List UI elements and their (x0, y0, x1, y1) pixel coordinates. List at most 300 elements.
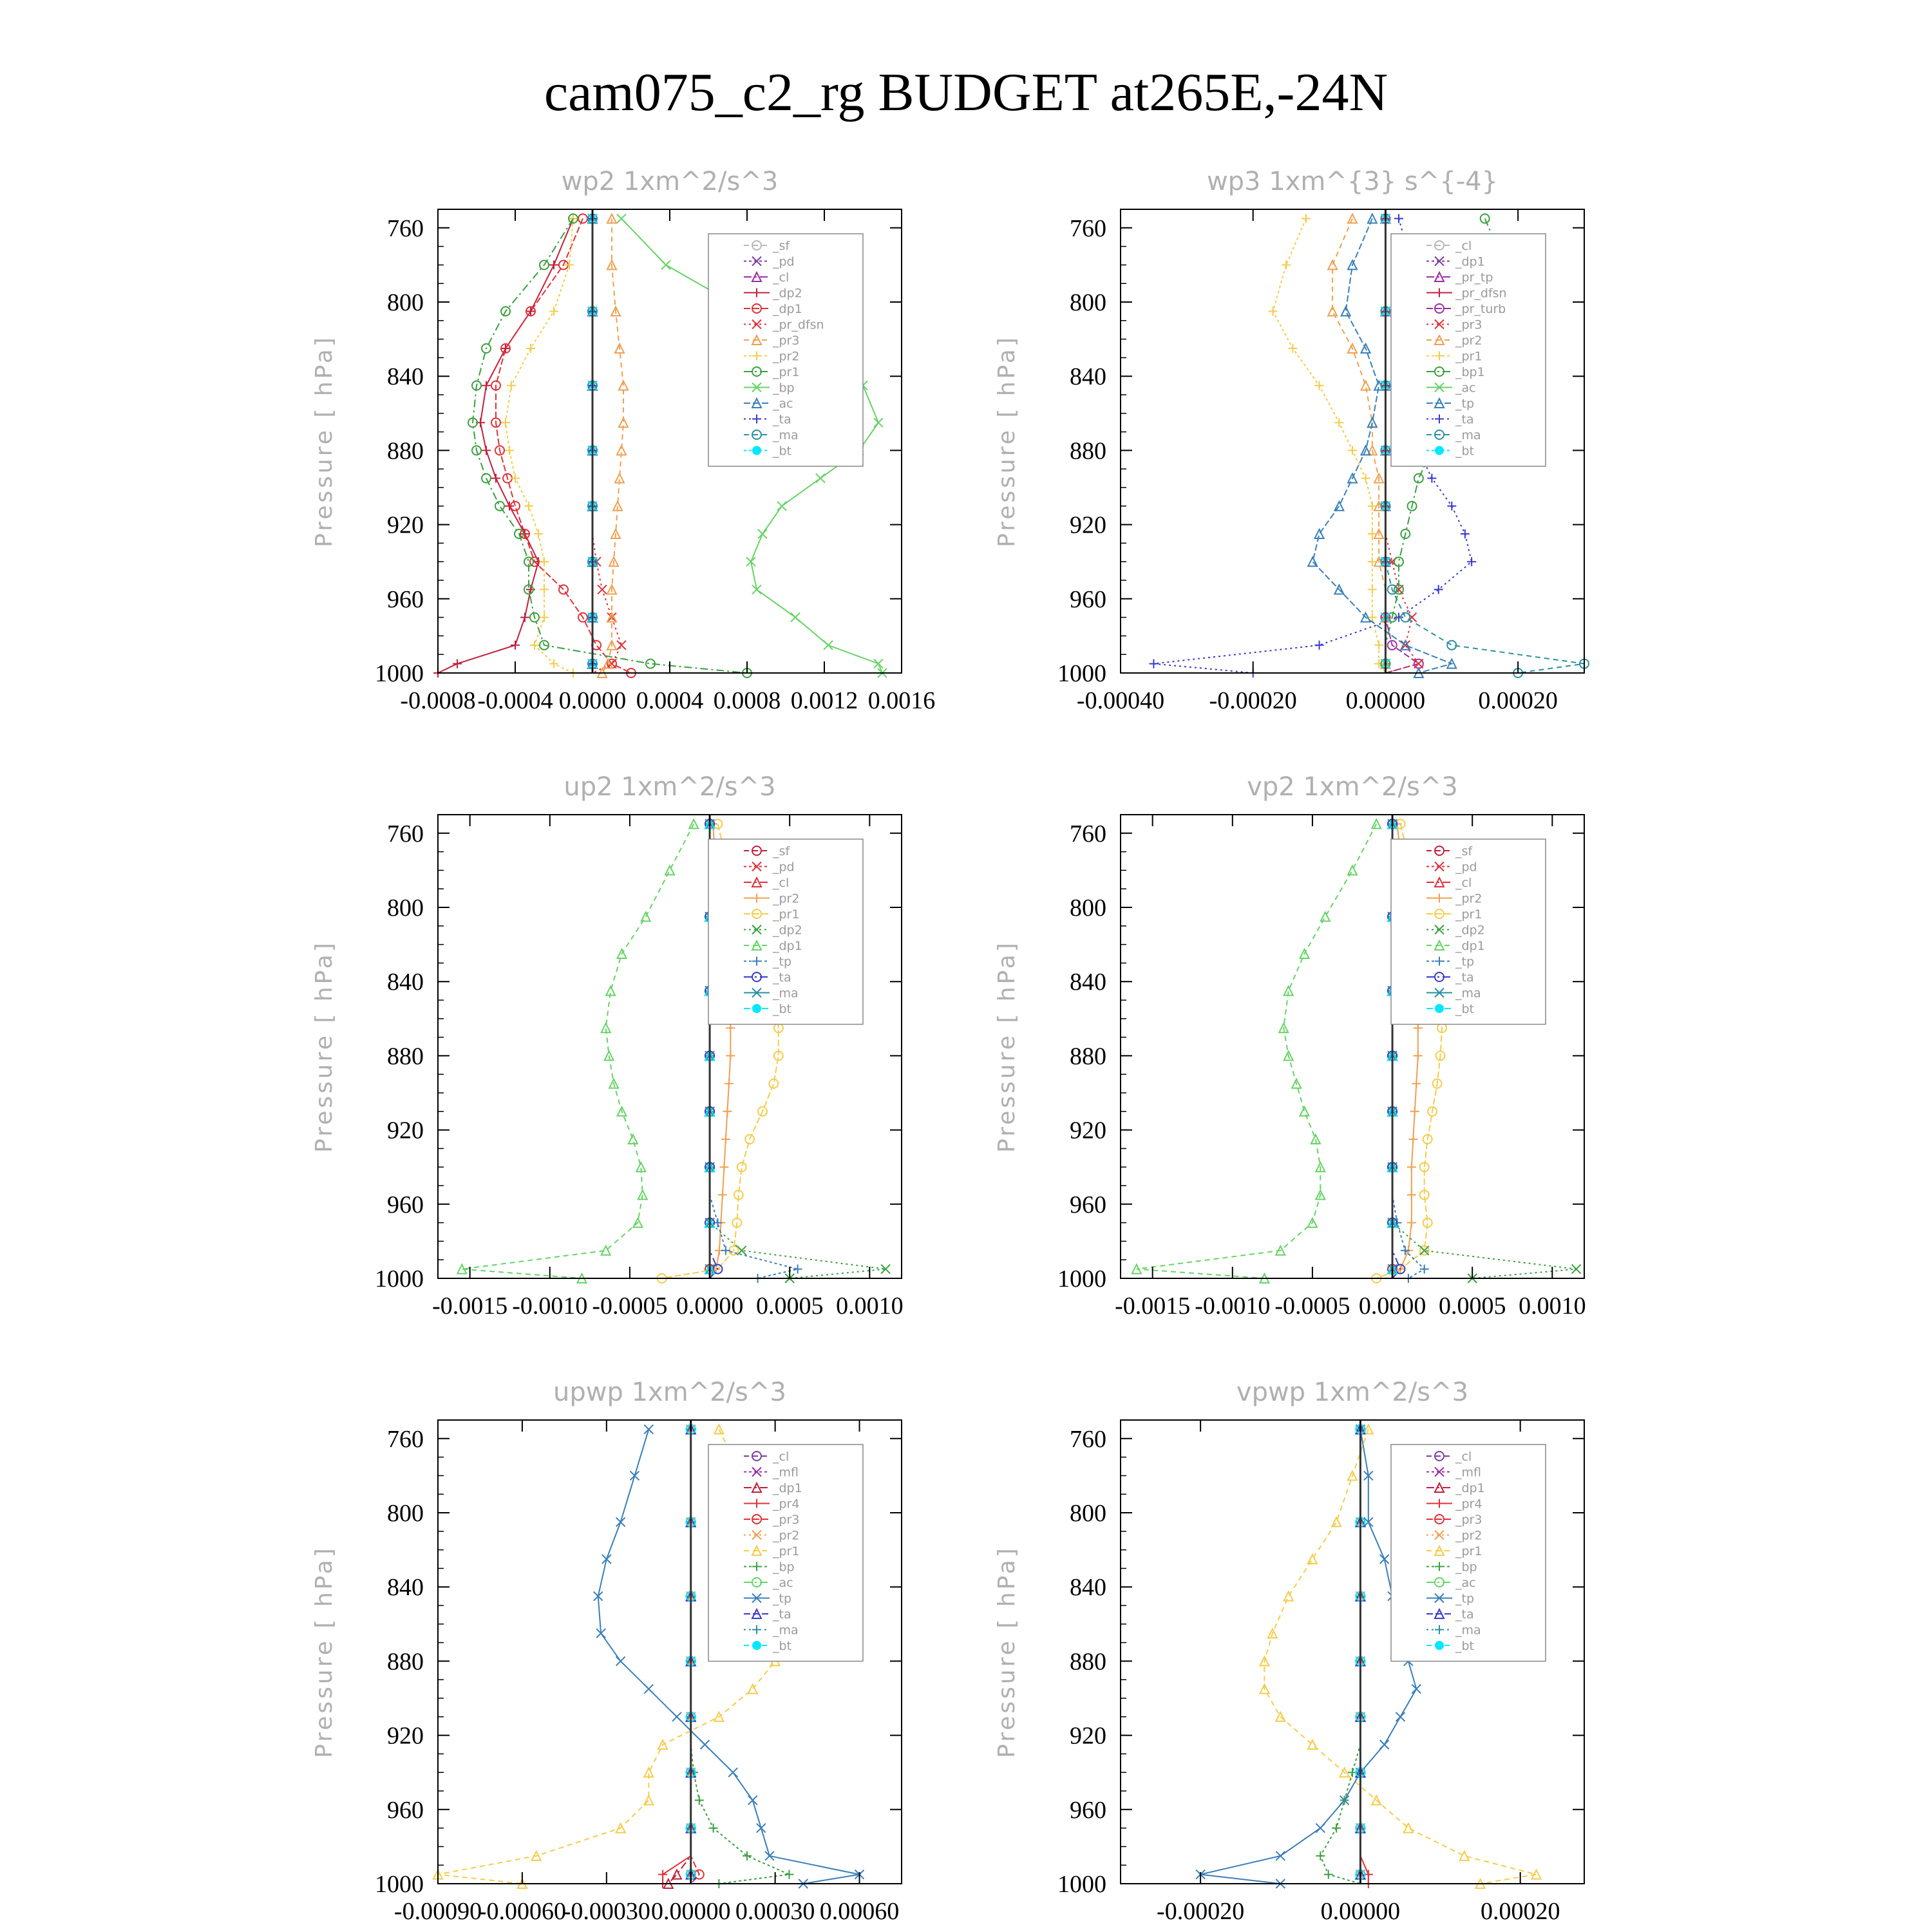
legend-label: _bp1 (1455, 365, 1485, 379)
point-marker (1414, 1051, 1423, 1060)
y-tick-label: 800 (1070, 289, 1106, 316)
point-marker (1316, 1852, 1325, 1861)
point-marker (501, 418, 510, 427)
chart-panel-1 (311, 167, 935, 714)
point-marker (726, 1051, 735, 1060)
legend-label: _pr1 (1455, 907, 1482, 922)
point-marker (784, 1870, 793, 1879)
y-tick-label: 840 (387, 1574, 424, 1602)
point-marker (644, 1795, 653, 1804)
panel-title: wp2 1xm^2/s^3 (561, 167, 779, 196)
point-marker (1341, 307, 1350, 316)
point-marker (630, 1471, 639, 1480)
x-tick-label: 0.0004 (636, 687, 704, 714)
chart-panel-2 (994, 167, 1589, 714)
x-tick-label: -0.00040 (1076, 687, 1165, 714)
point-marker (748, 1795, 757, 1804)
point-marker (714, 1425, 723, 1434)
point-marker (719, 1162, 728, 1171)
legend (708, 234, 863, 466)
legend-label: _pr3 (1455, 1513, 1482, 1527)
y-tick-label: 800 (387, 289, 424, 316)
y-tick-label: 880 (387, 1648, 424, 1676)
y-tick-label: 880 (1070, 1648, 1106, 1676)
x-tick-label: -0.00090 (393, 1898, 482, 1925)
legend-label: _dp1 (773, 302, 802, 316)
y-tick-label: 960 (387, 1191, 424, 1218)
chart-panel-4 (994, 772, 1586, 1320)
legend-label: _pr2 (773, 891, 800, 906)
legend-label: _pr2 (1455, 891, 1482, 906)
point-marker (1414, 1023, 1423, 1032)
y-tick-label: 880 (387, 1043, 424, 1070)
legend-label: _dp1 (773, 939, 802, 953)
legend-label: _pd (773, 254, 795, 269)
legend-label: _pr3 (1455, 317, 1482, 332)
point-marker (1300, 1107, 1309, 1116)
point-marker (1407, 1162, 1416, 1171)
point-marker (1407, 1190, 1416, 1199)
y-tick-label: 840 (1070, 969, 1106, 996)
legend-label: _pr3 (773, 334, 800, 348)
x-tick-label: -0.0008 (400, 687, 476, 714)
point-marker (511, 474, 520, 483)
panel-title: wp3 1xm^{3} s^{-4} (1206, 167, 1499, 196)
point-marker (1414, 659, 1423, 668)
legend (708, 839, 863, 1025)
y-tick-label: 760 (1070, 214, 1106, 242)
y-tick-label: 1000 (1057, 660, 1106, 687)
point-marker (644, 1425, 653, 1434)
x-tick-label: 0.0010 (836, 1293, 904, 1320)
x-tick-label: 0.0000 (558, 687, 627, 714)
y-axis-label: Pressure [ hPa] (311, 940, 337, 1153)
point-marker (1396, 1712, 1405, 1721)
legend-label: _ta (773, 412, 791, 427)
legend-marker (752, 1004, 761, 1013)
legend-label: _tp (1455, 954, 1475, 969)
y-tick-label: 920 (1070, 511, 1106, 539)
point-marker (1348, 446, 1357, 455)
point-marker (1408, 1135, 1417, 1144)
y-axis-label: Pressure [ hPa] (311, 1546, 337, 1758)
panel-title: up2 1xm^2/s^3 (564, 772, 776, 802)
series-line (506, 218, 573, 673)
point-marker (665, 866, 674, 875)
legend-label: _ac (1455, 1576, 1476, 1590)
point-marker (728, 1768, 737, 1777)
point-marker (874, 659, 883, 668)
legend-label: _pr2 (1455, 334, 1482, 348)
series-bp (1316, 1425, 1365, 1884)
legend-label: _cl (1455, 876, 1472, 890)
legend-label: _pr3 (773, 1513, 800, 1527)
chart-panel-5 (311, 1378, 902, 1925)
point-marker (1321, 912, 1330, 921)
y-tick-label: 800 (387, 895, 424, 922)
y-tick-label: 1000 (1057, 1265, 1106, 1293)
x-tick-label: 0.00030 (735, 1898, 815, 1925)
point-marker (743, 1852, 752, 1861)
legend-label: _ta (1455, 1607, 1474, 1622)
legend-label: _bt (1455, 1002, 1475, 1016)
legend-label: _sf (1455, 844, 1473, 858)
point-marker (1407, 1218, 1416, 1227)
point-marker (1374, 641, 1383, 650)
legend-label: _pr_dfsn (773, 317, 824, 332)
point-marker (540, 613, 549, 622)
y-tick-label: 800 (387, 1500, 424, 1527)
point-marker (701, 1740, 710, 1749)
series-line (668, 1429, 691, 1884)
x-tick-label: -0.0010 (512, 1293, 588, 1320)
point-marker (658, 1870, 667, 1879)
legend-label: _pr1 (773, 907, 800, 922)
legend-marker (1435, 1641, 1444, 1650)
y-tick-label: 960 (1070, 1796, 1106, 1824)
legend-label: _bt (1455, 444, 1475, 459)
legend-label: _ac (773, 397, 793, 411)
point-marker (777, 502, 786, 511)
legend-label: _ta (773, 971, 791, 985)
legend-label: _cl (1455, 239, 1472, 253)
legend-label: _cl (773, 270, 790, 285)
legend-label: _tp (1455, 397, 1475, 411)
point-marker (1328, 260, 1337, 269)
point-marker (1315, 529, 1324, 538)
legend-label: _pr1 (1455, 1544, 1482, 1558)
legend-label: _pr1 (773, 1544, 800, 1558)
point-marker (1467, 557, 1476, 566)
legend (1391, 839, 1546, 1025)
legend-label: _mfl (1455, 1465, 1481, 1480)
legend-label: _pr_tp (1455, 270, 1493, 285)
y-tick-label: 800 (1070, 895, 1106, 922)
point-marker (661, 260, 670, 269)
point-marker (1269, 307, 1278, 316)
point-marker (482, 381, 491, 390)
y-tick-label: 760 (1070, 820, 1106, 848)
series-line (496, 218, 631, 673)
point-marker (718, 1190, 727, 1199)
point-marker (1461, 529, 1470, 538)
legend-label: _dp2 (773, 923, 802, 938)
legend-label: _dp2 (773, 286, 802, 301)
legend (1391, 234, 1546, 466)
legend-label: _dp1 (773, 1481, 802, 1495)
series-pr2 (501, 214, 578, 677)
series-pr2 (1328, 214, 1390, 673)
panel-title: upwp 1xm^2/s^3 (553, 1378, 786, 1407)
point-marker (619, 381, 628, 390)
legend-label: _ac (773, 1576, 793, 1590)
y-tick-label: 920 (1070, 1722, 1106, 1750)
legend-marker (752, 1641, 761, 1650)
series-line (1320, 1429, 1360, 1884)
point-marker (602, 1555, 611, 1564)
legend-label: _dp1 (1455, 254, 1485, 269)
y-axis-label: Pressure [ hPa] (994, 1546, 1020, 1758)
point-marker (824, 641, 833, 650)
point-marker (540, 585, 549, 594)
y-axis-label: Pressure [ hPa] (311, 335, 337, 547)
y-tick-label: 760 (387, 820, 424, 848)
series-line (1332, 218, 1385, 673)
series-dp1 (1132, 819, 1381, 1283)
series-pr3 (687, 1425, 704, 1884)
y-axis-label: Pressure [ hPa] (994, 335, 1020, 547)
point-marker (1447, 502, 1456, 511)
point-marker (1282, 260, 1291, 269)
point-marker (505, 446, 514, 455)
point-marker (1316, 1824, 1325, 1833)
y-tick-label: 960 (1070, 1191, 1106, 1218)
x-tick-label: -0.0004 (477, 687, 553, 714)
y-tick-label: 880 (387, 437, 424, 465)
legend-marker (1435, 446, 1444, 455)
point-marker (1302, 214, 1311, 223)
legend-label: _ma (773, 428, 799, 442)
x-tick-label: 0.0012 (790, 687, 858, 714)
y-tick-label: 920 (1070, 1117, 1106, 1144)
point-marker (616, 1517, 625, 1526)
legend-label: _bt (1455, 1639, 1475, 1653)
legend-label: _mfl (773, 1465, 799, 1480)
legend-label: _pr4 (773, 1497, 800, 1511)
point-marker (495, 502, 504, 511)
legend-label: _pr1 (773, 365, 800, 379)
chart-panel-3 (311, 772, 904, 1320)
y-tick-label: 760 (387, 1425, 424, 1453)
y-axis-label: Pressure [ hPa] (994, 940, 1020, 1153)
point-marker (1334, 418, 1343, 427)
point-marker (1315, 641, 1324, 650)
y-tick-label: 920 (387, 1117, 424, 1144)
y-tick-label: 840 (387, 363, 424, 391)
x-tick-label: 0.0010 (1519, 1293, 1586, 1320)
legend-label: _bp (773, 381, 795, 395)
x-tick-label: -0.00020 (1209, 687, 1297, 714)
legend-label: _cl (1455, 1450, 1472, 1464)
legend-marker (752, 446, 761, 455)
point-marker (1315, 381, 1324, 390)
point-marker (1348, 866, 1357, 875)
legend-label: _tp (773, 954, 792, 969)
point-marker (1380, 1555, 1389, 1564)
legend-label: _cl (773, 1450, 790, 1464)
point-marker (1368, 585, 1377, 594)
legend-label: _pr2 (773, 349, 800, 364)
y-tick-label: 880 (1070, 1043, 1106, 1070)
legend (708, 1444, 863, 1662)
legend-label: _ta (1455, 412, 1474, 427)
y-tick-label: 840 (387, 969, 424, 996)
x-tick-label: -0.0005 (592, 1293, 668, 1320)
point-marker (507, 381, 516, 390)
point-marker (793, 1265, 802, 1274)
y-tick-label: 760 (387, 214, 424, 242)
legend-label: _bp (773, 1560, 795, 1575)
x-tick-label: 0.0005 (1438, 1293, 1506, 1320)
series-line (1273, 218, 1386, 673)
figure-title: cam075_c2_rg BUDGET at265E,-24N (544, 62, 1388, 122)
point-marker (1414, 474, 1423, 483)
point-marker (721, 1246, 730, 1255)
point-marker (617, 641, 626, 650)
point-marker (644, 1685, 653, 1694)
y-tick-label: 1000 (375, 660, 424, 687)
legend-label: _ma (1455, 428, 1481, 442)
point-marker (1412, 1079, 1421, 1088)
point-marker (1361, 474, 1370, 483)
legend-label: _bt (773, 1639, 792, 1653)
x-tick-label: 0.00020 (1478, 687, 1558, 714)
point-marker (1427, 474, 1436, 483)
y-tick-label: 1000 (375, 1871, 424, 1898)
x-tick-label: -0.00030 (562, 1898, 650, 1925)
x-tick-label: 0.0016 (867, 687, 936, 714)
x-tick-label: -0.00060 (478, 1898, 566, 1925)
point-marker (672, 1712, 681, 1721)
legend-label: _pr2 (773, 1528, 800, 1543)
point-marker (641, 912, 650, 921)
point-marker (511, 641, 520, 650)
x-tick-label: -0.0015 (432, 1293, 508, 1320)
legend-label: _ma (1455, 986, 1481, 1001)
legend-label: _dp2 (1455, 923, 1485, 938)
point-marker (534, 529, 543, 538)
legend-label: _pr1 (1455, 349, 1482, 364)
y-tick-label: 840 (1070, 363, 1106, 391)
legend-label: _ma (1455, 1623, 1481, 1638)
point-marker (1372, 819, 1381, 828)
panel-title: vpwp 1xm^2/s^3 (1236, 1378, 1469, 1407)
chart-panel-6 (994, 1378, 1584, 1925)
series-line (473, 218, 747, 673)
series-line (1200, 1429, 1416, 1884)
point-marker (540, 557, 549, 566)
legend (1391, 1444, 1546, 1662)
point-marker (1572, 1265, 1581, 1274)
x-tick-label: -0.0010 (1195, 1293, 1271, 1320)
series-line (462, 824, 694, 1278)
legend-label: _pd (1455, 860, 1477, 875)
series-line (1137, 824, 1376, 1278)
y-tick-label: 840 (1070, 1574, 1106, 1602)
x-tick-label: 0.00020 (1480, 1898, 1560, 1925)
point-marker (1380, 1740, 1389, 1749)
point-marker (695, 1795, 704, 1804)
point-marker (1276, 1852, 1285, 1861)
legend-label: _pr2 (1455, 1528, 1482, 1543)
point-marker (757, 1824, 766, 1833)
point-marker (723, 1107, 732, 1116)
y-tick-label: 960 (387, 1796, 424, 1824)
series-tp (1196, 1425, 1421, 1888)
point-marker (724, 1079, 734, 1088)
point-marker (482, 446, 491, 455)
series-pr_dfsn (588, 214, 626, 673)
y-tick-label: 1000 (1057, 1871, 1106, 1898)
point-marker (1447, 641, 1456, 650)
point-marker (617, 214, 626, 223)
x-tick-label: 0.00000 (1345, 687, 1426, 714)
x-tick-label: -0.00020 (1157, 1898, 1245, 1925)
point-marker (1332, 1824, 1341, 1833)
point-marker (453, 659, 462, 668)
legend-label: _dp1 (1455, 1481, 1485, 1495)
point-marker (1308, 1555, 1317, 1564)
x-tick-label: 0.0000 (1358, 1293, 1426, 1320)
legend-label: _tp (773, 1591, 792, 1606)
point-marker (598, 585, 607, 594)
point-marker (1332, 1517, 1341, 1526)
point-marker (791, 613, 800, 622)
x-tick-label: 0.00060 (819, 1898, 900, 1925)
point-marker (1410, 1107, 1419, 1116)
x-tick-label: 0.0000 (676, 1293, 744, 1320)
point-marker (874, 418, 883, 427)
point-marker (524, 502, 533, 511)
legend-label: _ac (1455, 381, 1476, 395)
x-tick-label: -0.0005 (1274, 1293, 1350, 1320)
point-marker (1412, 1685, 1421, 1694)
point-marker (491, 474, 500, 483)
y-tick-label: 760 (1070, 1425, 1106, 1453)
point-marker (549, 260, 558, 269)
legend-label: _ma (773, 1623, 799, 1638)
point-marker (816, 474, 825, 483)
point-marker (721, 1135, 730, 1144)
point-marker (1288, 344, 1297, 353)
point-marker (520, 613, 529, 622)
series-dp2 (433, 214, 578, 677)
legend-label: _bt (773, 444, 792, 459)
y-tick-label: 880 (1070, 437, 1106, 465)
point-marker (1460, 1852, 1469, 1861)
legend-label: _bp (1455, 1560, 1477, 1575)
legend-marker (1435, 1004, 1444, 1013)
point-marker (672, 1870, 681, 1879)
legend-label: _pr_turb (1455, 302, 1506, 316)
series-line (602, 218, 623, 673)
y-tick-label: 920 (387, 1722, 424, 1750)
point-marker (726, 1023, 735, 1032)
legend-label: _pr4 (1455, 1497, 1482, 1511)
series-dp1 (457, 819, 698, 1283)
y-tick-label: 800 (1070, 1500, 1106, 1527)
x-tick-label: 0.0005 (755, 1293, 824, 1320)
point-marker (559, 585, 568, 594)
x-tick-label: 0.00000 (650, 1898, 731, 1925)
y-tick-label: 920 (387, 511, 424, 539)
x-tick-label: 0.0008 (713, 687, 781, 714)
point-marker (1324, 1870, 1333, 1879)
point-marker (1284, 1592, 1293, 1601)
point-marker (758, 529, 767, 538)
y-tick-label: 960 (1070, 585, 1106, 613)
legend-label: _bt (773, 1002, 792, 1016)
point-marker (1149, 659, 1158, 668)
point-marker (629, 1135, 638, 1144)
legend-label: _sf (773, 844, 790, 858)
series-line (438, 218, 573, 673)
point-marker (1328, 307, 1337, 316)
legend-label: _pd (773, 860, 795, 875)
legend-label: _cl (773, 876, 790, 890)
point-marker (616, 1656, 625, 1665)
series-pr3 (598, 214, 628, 677)
